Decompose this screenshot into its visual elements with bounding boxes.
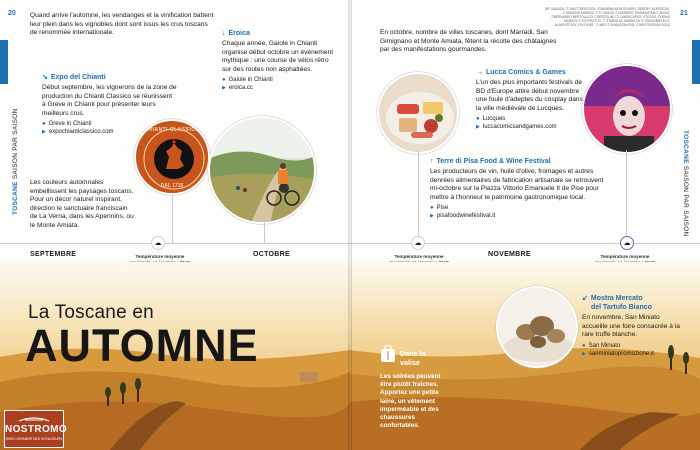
location-pin-icon: ● [582,342,586,349]
weather-october: Température moyenne [394,254,444,259]
truffle-photo [496,286,578,368]
intro-text: En octobre, nombre de villes toscanes, dont Marradi, San Gimignano et Monte Amiata, fêtent la récolte des châtaignes par des manifestations gourmandes. [380,29,557,53]
lucca-heading: → Lucca Comics & Games [476,69,566,76]
timeline-tick [418,150,419,244]
weather-icon: ☁ [620,236,634,250]
photo-credits: DR. SAKAZAÏ. © SHUTTERSTOCK. ©DAMIENA MONTENORO. SERGEY KLEPOCOV, © MAGNUS MANSKE © P. THIAGO © NORBERT KHANNAFIMA © AEGIS. ©BERNARDO BERTOLUCCI © BERTOLINI / © LANDSCAPES. STOCKS. ©DENIS MARKOV © P.E.PHOTOS. © STANISLAV SAMOILOV © ONGUNBETELG. ALAMYSTOCK, PIX FA BS - © WEZ © SHAUGENVOGL © WESTDESIGN SOLE [544,7,670,28]
triangle-icon: ▶ [430,213,434,219]
suitcase-body: Les soirées peuvent être plutôt fraîches. Apportez une petite laine, un vêtement imperméable et des chaussures confortables. [380,373,441,430]
truffle-heading-2: del Tartufo Bianco [591,304,652,311]
seal-bottom-text: DAL 1716 [160,183,184,189]
eroica-photo [208,116,316,224]
food-platter-photo [379,74,459,154]
arrow-right-icon: → [476,69,483,76]
eroica-heading: ↓ Eroica [222,30,250,37]
side-label: TOSCANE SAISON PAR SAISON [12,108,19,215]
lucca-place: ● Lucques [476,116,506,122]
arrow-down-right-icon: ↘ [42,74,48,81]
suitcase-tip [380,345,442,430]
timeline-tick [172,195,173,244]
eroica-place: ● Gaiole in Chianti [222,77,273,83]
timeline-line [350,243,700,244]
timeline-tick [264,218,265,244]
chianti-site[interactable]: ▶ expochianticlassico.com [42,129,114,135]
location-pin-icon: ● [222,77,226,83]
cosplay-photo [582,64,672,154]
chianti-seal-image [134,119,210,195]
triangle-icon: ▶ [222,85,226,91]
page-title-big: AUTOMNE [25,320,259,371]
chianti-body: Début septembre, les vignerons de la zone de production du Chianti Classico se réunissent à Greve in Chianti pour présenter leurs meilleurs crus. [42,84,177,117]
seal-top-text: CHIANTI CLASSICO [144,127,200,133]
weather-november: Température moyenne [600,254,650,259]
page-number: 20 [8,10,16,17]
truffle-body: En novembre, San Miniato accueille une foire consacrée à la rare truffe blanche. [582,314,680,338]
month-october: OCTOBRE [253,251,290,258]
autumn-colors-text: Les couleurs automnales embellissent les paysages toscans. Pour un décor naturel inspirant, direction le sanctuaire franciscain de La Verna, dans les Apennins, ou le Monte Amiata. [30,179,134,229]
side-label: TOSCANE SAISON PAR SAISON [682,130,689,237]
lucca-body: L'un des plus importants festivals de BD d'Europe attire début novembre une foule d'adeptes du cosplay dans la ville médiévale de Lucques. [476,79,583,112]
triangle-icon: ▶ [582,350,586,357]
pisa-heading: ↑ Terre di Pisa Food & Wine Festival [430,158,551,165]
eroica-block [222,29,334,92]
eroica-site[interactable]: ▶ eroica.cc [222,85,253,91]
ship-icon [17,413,51,423]
lucca-site[interactable]: ▶ luccacomicsandgames.com [476,124,557,130]
chianti-place: ● Greve in Chianti [42,121,92,127]
triangle-icon: ▶ [476,124,480,130]
location-pin-icon: ● [476,116,480,122]
lucca-block [476,68,586,131]
pisa-site[interactable]: ▶ pisafoodwinefestival.it [430,213,496,219]
food-photo [377,72,459,154]
suitcase-icon [380,345,396,363]
truffle-block [582,294,682,358]
page-number: 21 [680,10,688,17]
suitcase-title: Dans la valise [400,349,426,367]
nostromo-logo: NOSTROMO WEB CORSAIRE DES VOYAGEURS [4,410,64,448]
truffle-heading: ↙ Mostra Mercato [582,295,643,302]
section-tab [692,40,700,84]
pisa-block [430,157,610,220]
weather-icon: ☁ [411,236,425,250]
cyclists-photo [210,118,316,224]
pisa-place: ● Pise [430,205,449,211]
triangle-icon: ▶ [42,129,46,135]
intro-text: Quand arrive l'automne, les vendanges et la vinification battent leur plein dans les vignobles dont sont issus les crus toscans de renommée internationale. [30,12,214,36]
page-title-small: La Toscane en [28,302,154,323]
weather-september: Température moyenne [135,254,185,259]
book-gutter [348,0,352,450]
section-tab [0,40,8,84]
location-pin-icon: ● [42,121,46,127]
timeline-tick [626,150,627,244]
month-november: NOVEMBRE [488,251,531,258]
truffle-place: ● San Miniato [582,342,621,349]
cosplayer-photo [584,66,672,154]
chianti-heading: ↘ Expo del Chianti [42,74,106,81]
weather-icon: ☁ [151,236,165,250]
arrow-up-icon: ↑ [430,158,434,165]
truffle-site[interactable]: ▶ sanminiatopromozione.it [582,350,654,357]
month-september: SEPTEMBRE [30,251,77,258]
pisa-body: Les producteurs de vin, huile d'olive, fromages et autres denrées alimentaires de fabrication artisanale se retrouvent mi-octobre sur la Piazza Vittorio Emanuele II de Pise pour mettre à l'honneur le patrimoine gastronomique local. [430,168,604,201]
timeline-line [0,243,350,244]
eroica-body: Chaque année, Gaiole in Chianti organise début octobre un événement mythique : une course de vélos rétro sur des routes non asphaltées. [222,40,334,73]
location-pin-icon: ● [430,205,434,211]
arrow-down-left-icon: ↙ [582,295,588,302]
arrow-down-icon: ↓ [222,30,226,37]
